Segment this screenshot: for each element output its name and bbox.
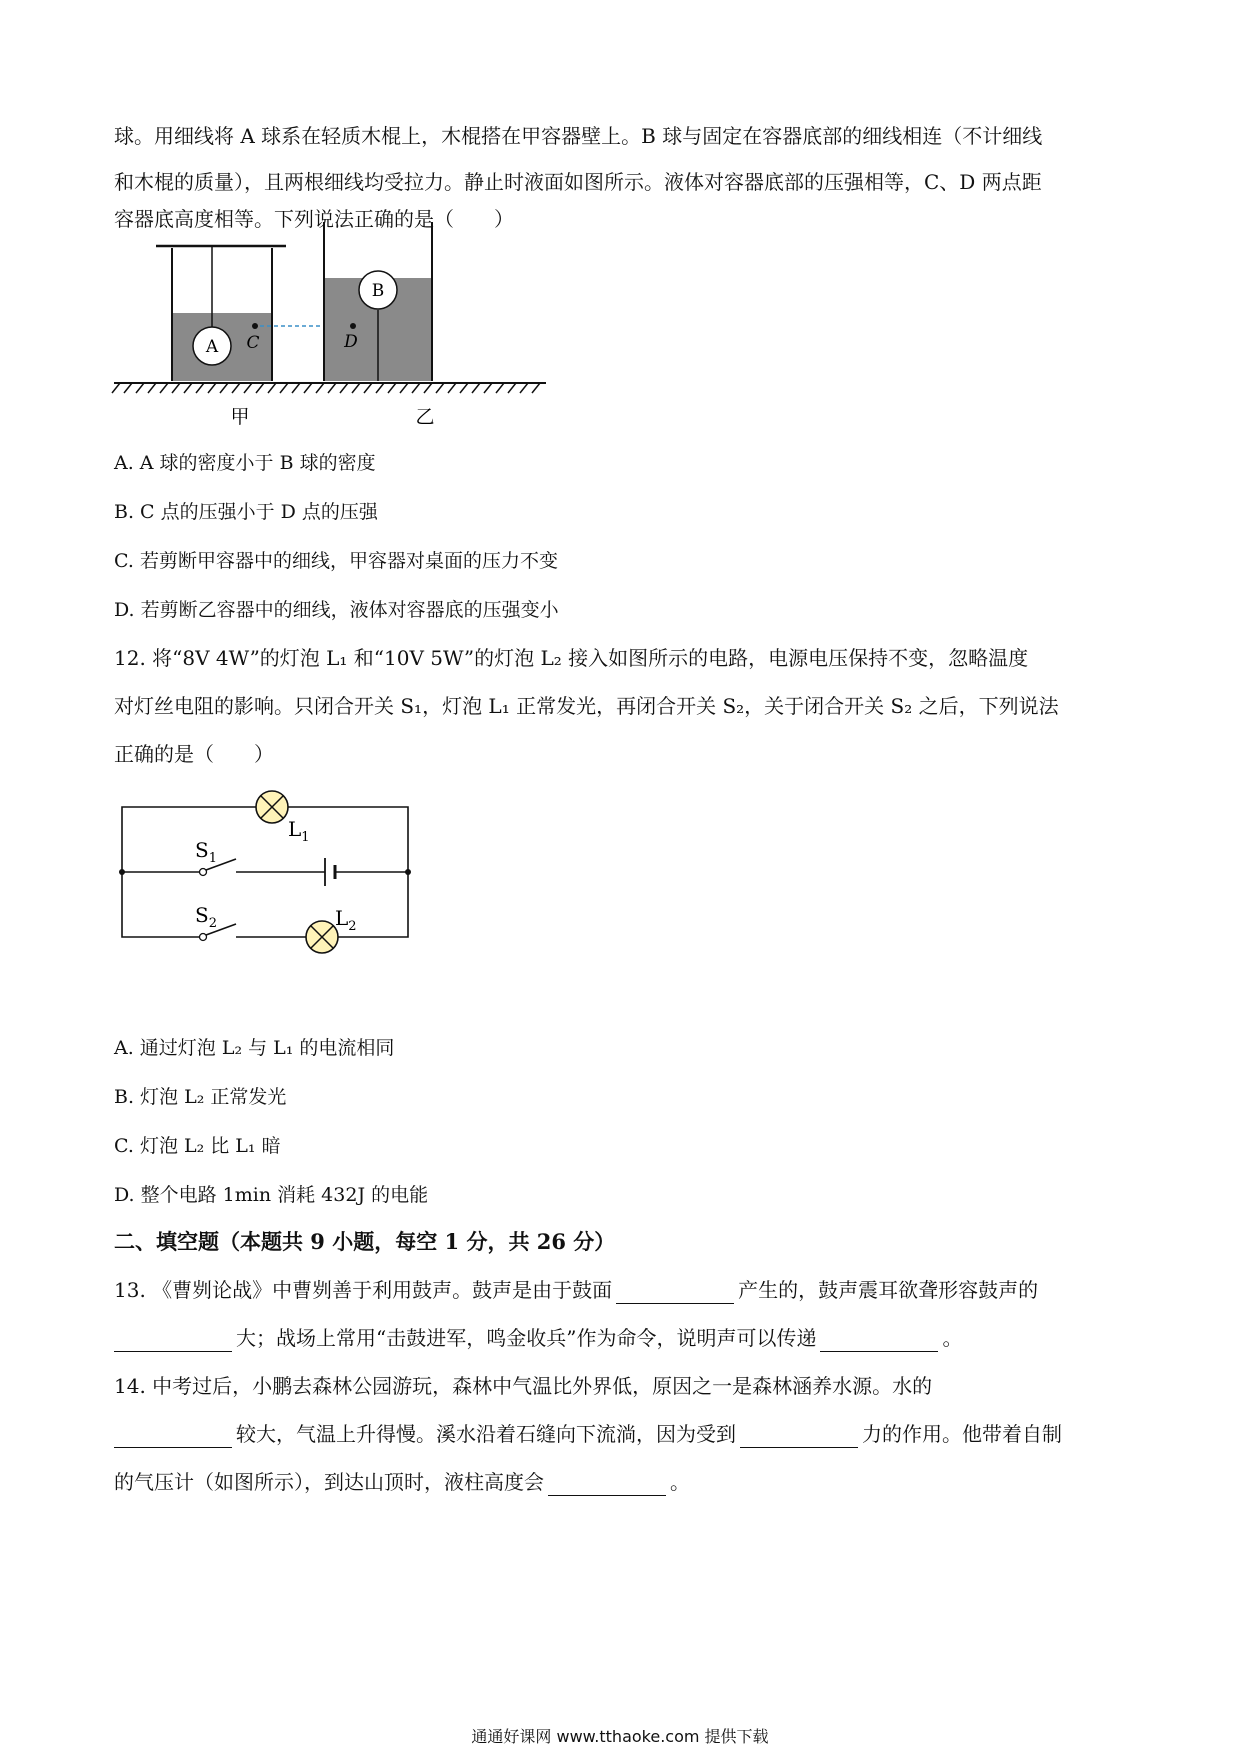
q12-text-line-3: 正确的是（ ）: [114, 742, 274, 766]
footer-download-note: 通通好课网 www.tthaoke.com 提供下载: [471, 1727, 769, 1746]
q12-option-c: C. 灯泡 L₂ 比 L₁ 暗: [114, 1135, 281, 1157]
q14-blank-1[interactable]: [114, 1427, 232, 1448]
container-jia: [156, 246, 286, 381]
q12-text-line-1: 12. 将“8V 4W”的灯泡 L₁ 和“10V 5W”的灯泡 L₂ 接入如图所示的电路，电源电压保持不变，忽略温度: [114, 646, 1029, 670]
switch-s1-label: $S_1$: [195, 838, 217, 866]
q13-line-1-b: 产生的，鼓声震耳欲聋形容鼓声的: [738, 1278, 1039, 1302]
q13-blank-2[interactable]: [114, 1331, 232, 1352]
q13-line-2: [114, 1324, 962, 1352]
ball-b-label: B: [371, 281, 385, 301]
circuit-diagram: [110, 785, 430, 975]
label-jia: 甲: [230, 406, 250, 428]
container-yi: [324, 222, 432, 381]
q14-line-2-a: 较大，气温上升得慢。溪水沿着石缝向下流淌，因为受到: [236, 1422, 736, 1446]
q14-blank-2[interactable]: [740, 1427, 858, 1448]
q14-line-3-b: 。: [670, 1470, 690, 1494]
lamp-l2-label: $L_2$: [335, 906, 357, 934]
q12-option-a: A. 通过灯泡 L₂ 与 L₁ 的电流相同: [114, 1037, 395, 1059]
q11-text-line-3: 容器底高度相等。下列说法正确的是（ ）: [114, 207, 514, 231]
q11-text-line-1: 球。用细线将 A 球系在轻质木棍上，木棍搭在甲容器壁上。B 球与固定在容器底部的细线相连（不计细线: [114, 124, 1043, 148]
q14-line-2-b: 力的作用。他带着自制: [862, 1422, 1062, 1446]
q12-text-line-2: 对灯丝电阻的影响。只闭合开关 S₁，灯泡 L₁ 正常发光，再闭合开关 S₂，关于闭合开关 S₂ 之后，下列说法: [114, 694, 1059, 718]
q11-option-c: C. 若剪断甲容器中的细线，甲容器对桌面的压力不变: [114, 550, 558, 572]
q12-option-b: B. 灯泡 L₂ 正常发光: [114, 1086, 287, 1108]
q14-line-3: [114, 1468, 690, 1496]
q11-option-a: A. A 球的密度小于 B 球的密度: [114, 452, 376, 474]
containers-figure: [110, 240, 550, 430]
point-d-label: D: [344, 332, 358, 352]
q13-line-1: [114, 1276, 1038, 1304]
q11-text-line-2: 和木棍的质量），且两根细线均受拉力。静止时液面如图所示。液体对容器底部的压强相等，C、D 两点距: [114, 170, 1042, 194]
q13-blank-1[interactable]: [616, 1283, 734, 1304]
point-d: [350, 323, 356, 329]
q13-line-2-a: 大；战场上常用“击鼓进军，鸣金收兵”作为命令，说明声可以传递: [236, 1326, 817, 1350]
section-heading: 二、填空题（本题共 9 小题，每空 1 分，共 26 分）: [114, 1229, 616, 1254]
q14-line-1: 14. 中考过后，小鹏去森林公园游玩，森林中气温比外界低，原因之一是森林涵养水源。水的: [114, 1374, 933, 1398]
q14-line-3-a: 的气压计（如图所示），到达山顶时，液柱高度会: [114, 1470, 544, 1494]
label-yi: 乙: [415, 406, 435, 428]
switch-s2-label: $S_2$: [195, 903, 217, 931]
ground: [112, 383, 546, 393]
q14-blank-3[interactable]: [548, 1475, 666, 1496]
q11-option-d: D. 若剪断乙容器中的细线，液体对容器底的压强变小: [114, 599, 559, 621]
ball-a-label: A: [205, 337, 219, 357]
q12-option-d: D. 整个电路 1min 消耗 432J 的电能: [114, 1184, 429, 1206]
q11-option-b: B. C 点的压强小于 D 点的压强: [114, 501, 378, 523]
point-c-label: C: [246, 333, 260, 353]
q13-line-1-a: 13. 《曹刿论战》中曹刿善于利用鼓声。鼓声是由于鼓面: [114, 1278, 613, 1302]
lamp-l1-label: $L_1$: [288, 817, 310, 845]
lamp-l1: [256, 791, 288, 823]
lamp-l2: [306, 921, 338, 953]
switch-s2-pivot: [200, 934, 207, 941]
switch-s1-pivot: [200, 869, 207, 876]
q14-line-2: [114, 1420, 1062, 1448]
point-c: [252, 323, 258, 329]
q13-line-2-b: 。: [942, 1326, 963, 1350]
q13-blank-3[interactable]: [820, 1331, 938, 1352]
